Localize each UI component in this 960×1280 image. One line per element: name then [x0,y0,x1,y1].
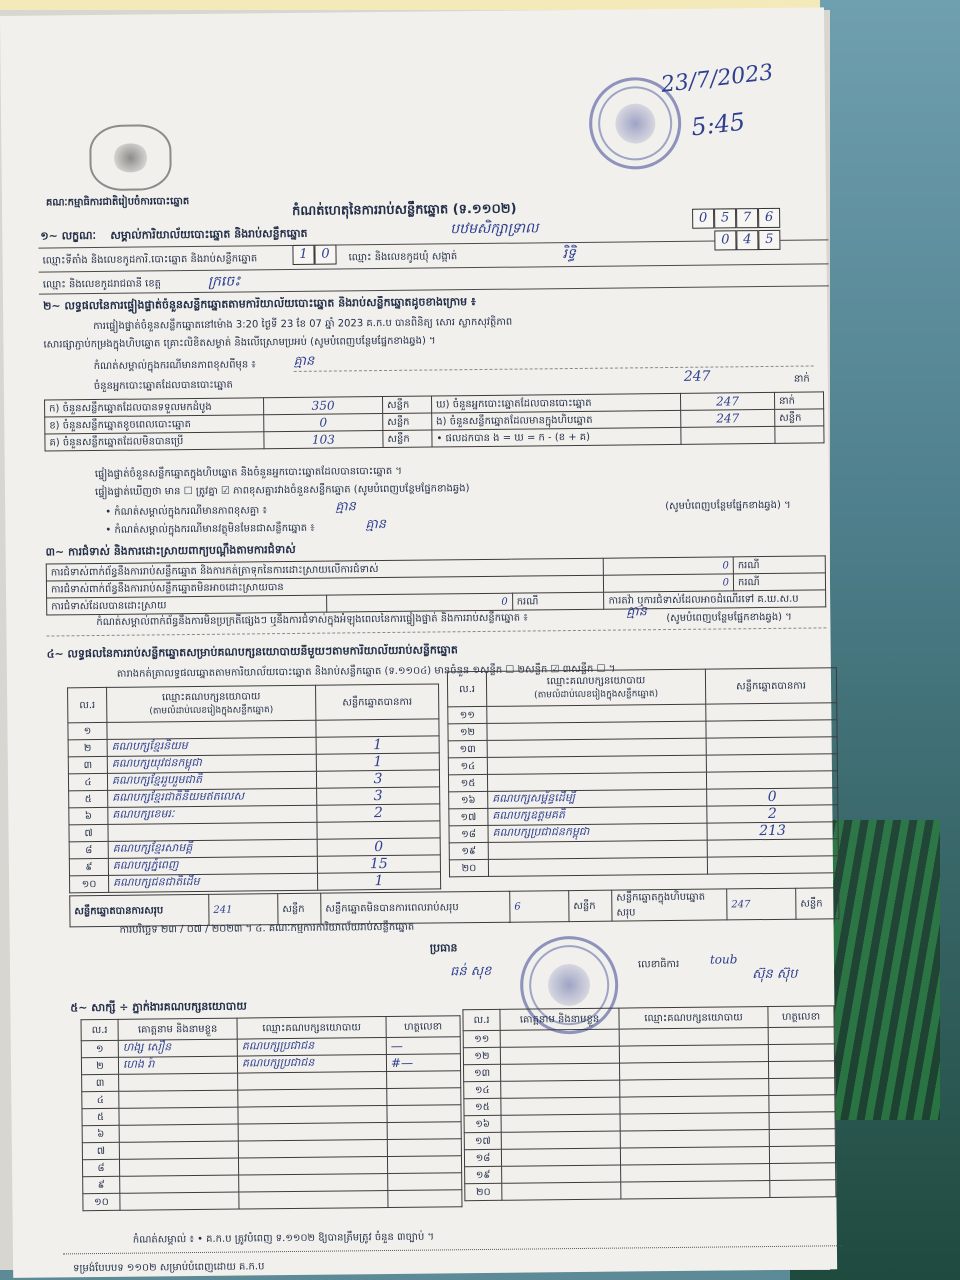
section3-remark-label: កំណត់សម្គាល់ពាក់ព័ន្ធនឹងការមិនប្រក្រតីផ្សេងៗ ឬនឹងការជំទាស់ក្នុងអំឡុងពេលនៃការផ្ទៀងផ្ទាត់ និងការរាប់សន្លឹកឆ្នោត ៖ [96,612,528,629]
party-name: គណបក្សសម្ព័ន្ធដើម្បី [488,789,707,808]
witness-name [501,1131,620,1149]
col-no: ល.រ [68,687,107,722]
row-number: ៣ [68,756,107,773]
col-party-sub: (តាមលំដាប់លេខរៀងក្នុងសន្លឹកឆ្នោត) [534,689,659,701]
witness-name [119,1090,238,1108]
chair-name: ធន់ សុខ [449,963,492,980]
party-votes [706,720,837,738]
witness-party [238,1089,387,1108]
objection-resolved-label: ការជំទាស់ដែលបានដោះស្រាយ [47,595,327,615]
party-name [488,857,707,876]
witness-name: ហេង រ៉ា [118,1056,237,1074]
witness-name [119,1107,238,1125]
unit: សន្លឹក [569,890,612,921]
ballot-count-unit: សន្លឹក [775,409,824,427]
row-number: ៣ [82,1074,119,1091]
total-invalid-label: សន្លឹកឆ្នោតមិនបានការពេលរាប់សរុប [321,891,510,924]
ballot-count-unit [775,426,824,444]
party-votes: 2 [317,804,440,822]
row-number: ១ [68,722,107,739]
row-number: ១៣ [464,1064,501,1081]
col-votes: សន្លឹកឆ្នោតបានការ [316,684,439,720]
bullet1-value: គ្មាន [335,499,356,515]
witness-signature: — [386,1037,460,1055]
section1-label: ១~ លក្ខណៈ [40,229,96,243]
party-votes: 2 [707,805,838,823]
party-votes [707,856,838,874]
closing-line: ការបរិច្ឆេទ ២៣ / ០៧ / ២០២៣ ។ ៤. គណៈកម្មការការិយាល័យរាប់សន្លឹកឆ្នោត [119,921,415,936]
footer-note: កំណត់សម្គាល់ ៖ • គ.ក.ប ត្រូវបំពេញ ទ.១១០២ ឱ្យបានត្រឹមត្រូវ ចំនួន ៣ច្បាប់ ។ [132,1231,435,1246]
party-name [107,720,316,739]
row-number: ១២ [463,1047,500,1064]
row-number: ៨ [82,1159,119,1176]
row-number: ៧ [82,1142,119,1159]
witness-name [119,1158,238,1176]
col-no: ល.រ [463,1009,500,1030]
witness-signature [770,1163,836,1181]
witness-name [119,1124,238,1142]
total-box-label: សន្លឹកឆ្នោតក្នុងហិបឆ្នោតសរុប [612,889,727,921]
bullet2-label: • កំណត់សម្គាល់ក្នុងករណីមានវត្ថុមិនមែនជាសន្លឹកឆ្នោត ៖ [105,522,315,536]
row-number: ១០ [70,875,109,892]
section2-time-line: ការផ្ទៀងផ្ទាត់ចំនួនសន្លឹកឆ្នោតនៅម៉ោង 3:20 ថ្ងៃទី 23 ខែ 07 ឆ្នាំ 2023 គ.ក.ប បានពិនិត្យ សោរ ស្លាកសុវត្ថិភាព [93,316,513,333]
witness-signature [387,1139,461,1157]
row2-code-b [714,230,780,251]
witness-signature [770,1180,836,1198]
voters-unit: នាក់ [793,373,810,385]
unit: សន្លឹក [796,888,839,919]
witness-party: គណបក្សប្រជាជន [237,1055,386,1074]
results-table-left [67,683,441,893]
col-no: ល.រ [447,671,486,706]
ballot-count-table [44,391,825,451]
row-number: ១៥ [464,1098,501,1115]
witness-signature [769,1078,835,1096]
ballot-count-value: 247 [680,392,774,410]
row-number: ១១ [448,706,487,723]
row-number: ៥ [69,790,108,807]
witness-table-right [462,1005,836,1201]
row2-code-a [292,244,336,264]
col-party-title: ឈ្មោះគណបក្សនយោបាយ [161,691,261,704]
party-votes [706,754,837,772]
row-number: ១២ [448,723,487,740]
code-digit: 1 [292,245,314,265]
row-number: ៦ [69,807,108,824]
witness-party [620,1096,769,1115]
witness-party [620,1147,769,1166]
row-number: ១៦ [449,791,488,808]
witness-table-left [81,1015,463,1211]
station-name: បឋមសិក្សាទ្រាល [450,220,539,238]
party-votes: 1 [316,753,439,771]
code-digit: 0 [692,209,714,229]
witness-party [238,1123,387,1142]
witness-signature [388,1190,462,1208]
row-number: ១៨ [464,1149,501,1166]
ballot-count-value: 247 [681,409,775,427]
party-votes [706,703,837,721]
party-votes: 15 [317,855,440,873]
witness-party [238,1157,387,1176]
section5-label: ៥~ សាក្សី ÷ ភ្នាក់ងារគណបក្សនយោបាយ [70,999,247,1015]
ballot-count-unit: សន្លឹក [383,396,432,414]
witness-signature [768,1027,834,1045]
party-votes: 1 [317,872,440,890]
election-form-page [0,7,837,1278]
party-result-row [449,856,838,877]
party-votes: 3 [317,787,440,805]
witness-name [501,1063,620,1081]
witness-row [465,1180,836,1201]
row-number: ៩ [69,858,108,875]
code-digit: 5 [758,230,780,250]
witness-signature [768,1061,834,1079]
row-number: ៩ [83,1176,120,1193]
results-table-right [447,667,839,877]
ballot-count-label: ក) ចំនួនសន្លឹកឆ្នោតដែលបានទទួលមកដំបូង [45,398,264,417]
witness-signature: #— [386,1054,460,1072]
party-votes [706,737,837,755]
party-name: គណបក្សខ្មែររួបរួមជាតិ [107,771,316,790]
row-number: ១៧ [464,1132,501,1149]
party-name: គណបក្សភ្នំពេញ [108,856,317,875]
section3-remark-value: គ្មាន [626,604,647,620]
code-digit: 4 [736,230,758,250]
section4-sub-line: តារាងកត់ត្រាលទ្ធផលឆ្នោតតាមការិយាល័យបោះឆ្នោត និងរាប់សន្លឹកឆ្នោត (ទ.១១០៤) មានចំនួន ១សន្លឹក ☐ ២សន្លឹក ☑ ៣សន្លឹក ☐ ។ [116,663,616,680]
row-number: ៤ [82,1091,119,1108]
witness-name [501,1097,620,1115]
witness-name [500,1029,619,1047]
total-invalid-value: 6 [510,891,569,923]
party-votes: 0 [707,788,838,806]
section2-check-line: ផ្ទៀងផ្ទាត់ចំនួនសន្លឹកឆ្នោតក្នុងហិបឆ្នោត និងចំនួនអ្នកបោះឆ្នោតដែលបានបោះឆ្នោត ។ [94,465,403,481]
col-party-sub: (តាមលំដាប់លេខរៀងក្នុងសន្លឹកឆ្នោត) [149,705,274,717]
section2-remark-label: កំណត់សម្គាល់ក្នុងករណីមានភាពខុសពីមុន ៖ [93,359,256,373]
col-votes: សន្លឹកឆ្នោតបានការ [705,668,836,704]
objection-unit: ករណី [733,556,825,574]
witness-party [238,1140,387,1159]
ballot-count-unit: នាក់ [774,392,823,410]
committee-name: គណៈកម្មាធិការជាតិរៀបចំការបោះឆ្នោត [45,196,190,209]
ballot-count-value [681,426,775,444]
fill-note: (សូមបំពេញបន្ថែមផ្នែកខាងឆ្វង) ។ [665,499,791,513]
section2-match-line: ផ្ទៀងផ្ទាត់ឃើញថា មាន ☐ ត្រូវគ្នា ☑ ភាពខុសគ្នារវាងចំនួនសន្លឹកឆ្នោត (សូមបំពេញបន្ថែមផ្នែកខាងឆ្វង) [94,483,470,499]
witness-name [119,1073,238,1091]
chair-label: ប្រធាន [429,941,458,955]
objection-forward-label: ការតវ៉ា ឬការជំទាស់ដែលអាចដំណើរទៅ គ.ឃ.ស.ប [604,590,826,609]
witness-signature [387,1156,461,1174]
witness-name [120,1175,239,1193]
witness-name [119,1141,238,1159]
party-votes: 3 [316,770,439,788]
section4-label: ៤~ លទ្ធផលនៃការរាប់សន្លឹកឆ្នោតសម្រាប់គណបក្សនយោបាយនីមួយៗតាមការិយាល័យរាប់សន្លឹកឆ្នោត [46,643,458,661]
row-number: ១៩ [465,1166,502,1183]
row-number: ១៩ [449,842,488,859]
party-name: គណបក្សខ្មែរសាមគ្គី [108,839,317,858]
party-name: គណបក្សខ្មែរនិយម [107,737,316,756]
ballot-count-value: 350 [264,397,383,415]
party-votes [706,771,837,789]
row-number: ១ [81,1040,118,1057]
row-number: ១៧ [449,808,488,825]
witness-party [619,1028,768,1047]
secretary-name: ស៊ុន ស៊ុប [752,966,798,983]
bullet1-label: • កំណត់សម្គាល់ក្នុងករណីមានភាពខុសគ្នា ៖ [105,505,267,518]
ballot-count-label: ខ) ចំនួនសន្លឹកឆ្នោតខូចពេលបោះឆ្នោត [45,415,264,434]
ballot-count-unit: សន្លឹក [383,430,432,448]
row-number: ៤ [68,773,107,790]
section3-label: ៣~ ការជំទាស់ និងការដោះស្រាយពាក្យបណ្តឹងតាមការជំទាស់ [45,542,296,559]
row-number: ២០ [465,1183,502,1200]
objection-value: 0 [604,574,734,592]
row-number: ១៥ [448,774,487,791]
party-name: គណបក្សខេមរៈ [108,805,317,824]
witness-party [239,1174,388,1193]
objection-unit: ករណី [733,573,825,591]
witness-name: ហង្ស សឿន [118,1039,237,1057]
voters-value: 247 [683,368,711,385]
nec-logo [89,124,172,191]
witness-name [501,1148,620,1166]
party-votes [316,719,439,737]
objection-resolved-unit: ករណី [512,592,604,610]
witness-name [501,1114,620,1132]
ballot-count-value: 103 [264,431,383,449]
witness-signature [388,1173,462,1191]
section2-label: ២~ លទ្ធផលនៃការផ្ទៀងផ្ទាត់ចំនួនសន្លឹកឆ្នោតតាមការិយាល័យបោះឆ្នោត និងរាប់សន្លឹកឆ្នោតដូចខាងក្រោម ៖ [42,295,476,313]
witness-signature [387,1071,461,1089]
witness-signature [387,1105,461,1123]
objection-resolved-value: 0 [326,593,512,612]
row-number: ១៦ [464,1115,501,1132]
ballot-count-label: ង) ចំនួនសន្លឹកឆ្នោតដែលមានក្នុងហិបឆ្នោត [432,410,681,430]
party-name: គណបក្សយុវជនកម្ពុជា [107,754,316,773]
col-no: ល.រ [81,1019,118,1040]
code-digit: 7 [736,208,758,228]
section2-remark-value: គ្មាន [293,353,315,369]
ballot-count-label: ឃ) ចំនួនអ្នកបោះឆ្នោតដែលបានបោះឆ្នោត [432,393,681,413]
bullet2-value: គ្មាន [365,516,387,533]
party-result-row [70,872,441,893]
witness-party [621,1181,770,1200]
party-name: គណបក្សប្រជាជនកម្ពុជា [488,823,707,842]
party-votes: 1 [316,736,439,754]
stamp-date: 23/7/2023 [659,60,775,98]
row-number: ១០ [83,1193,120,1210]
code-digit: 0 [714,230,736,250]
row-number: ២០ [449,859,488,876]
code-digit: 6 [758,208,780,228]
station-code-boxes [692,208,780,229]
form-code: ទម្រង់បែបបទ ១១០២ សម្រាប់បំពេញដោយ គ.ក.ប [73,1261,265,1275]
witness-name [502,1182,621,1200]
witness-party: គណបក្សប្រជាជន [237,1038,386,1057]
row-number: ១៨ [449,825,488,842]
party-name: គណបក្សខ្មែរជាតិនិយមឥតលេស [108,788,317,807]
row3-label: ឈ្មោះ និងលេខកូដរាជធានី ខេត្ត [42,278,162,291]
witness-signature [769,1129,835,1147]
commune-label: ឈ្មោះ និងលេខកូដឃុំ សង្កាត់ [348,251,458,264]
row-number: ៥ [82,1108,119,1125]
party-votes: 213 [707,822,838,840]
unit: សន្លឹក [278,893,321,924]
col-name: គោត្តនាម និងនាមខ្លួន [500,1008,619,1030]
witness-signature [769,1146,835,1164]
col-signature: ហត្ថលេខា [386,1016,460,1038]
stamp-time: 5:45 [689,107,747,142]
witness-party [619,1062,768,1081]
commune-name: រិទ្ធិ [562,245,576,263]
col-name: គោត្តនាម និងនាមខ្លួន [118,1018,237,1040]
row-number: ៨ [69,841,108,858]
party-votes [707,839,838,857]
party-name [108,822,317,841]
row-number: ៦ [82,1125,119,1142]
row-number: ១៣ [448,740,487,757]
witness-name [502,1165,621,1183]
witness-name [500,1046,619,1064]
witness-name [120,1192,239,1210]
total-box-value: 247 [727,888,796,920]
col-party [486,669,705,706]
section2-note-line: សោរផ្សាភ្ជាប់កម្រងក្នុងហិបឆ្នោត គ្រោះលិខិតសម្ងាត់ និងលើស្រោមប្រអប់ (សូមបំពេញបន្ថែមផ្នែកខាងឆ្វង) ។ [43,335,436,351]
station-label: សម្គាល់ការិយាល័យបោះឆ្នោត និងរាប់សន្លឹកឆ្នោត [110,226,308,242]
secretary-label: លេខាធិការ [637,958,680,971]
ballot-count-unit: សន្លឹក [383,413,432,431]
witness-row [83,1190,462,1211]
row-number: ២ [81,1057,118,1074]
witness-signature [769,1095,835,1113]
objection-value: 0 [604,557,734,575]
code-digit: 0 [314,244,336,264]
secretary-signature: toub [709,952,738,967]
col-signature: ហត្ថលេខា [768,1006,834,1028]
party-name: គណបក្សឧត្តមគតិ [488,806,707,825]
witness-signature [768,1044,834,1062]
witness-party [238,1106,387,1125]
objection-label: ការជំទាស់ពាក់ព័ន្ធនឹងការរាប់សន្លឹកឆ្នោត និងការកត់ត្រាទុកនៃការដោះស្រាយលើការជំទាស់ [46,558,604,581]
witness-party [619,1045,768,1064]
party-name: គណបក្សជនជាតិដើម [109,873,318,892]
witness-party [239,1191,388,1210]
witness-party [620,1079,769,1098]
row-number: ២ [68,739,107,756]
witness-name [501,1080,620,1098]
objection-label: ការជំទាស់ពាក់ព័ន្ធនឹងការរាប់សន្លឹកឆ្នោតមិនអាចដោះស្រាយបាន [46,575,604,598]
ballot-count-label: • ផលដកបាន ង = ឃ = ក - (ខ + គ) [432,427,681,447]
voters-label: ចំនួនអ្នកបោះឆ្នោតដែលបានបោះឆ្នោត [93,379,233,393]
witness-signature [769,1112,835,1130]
province-name: ក្រចេះ [207,273,241,290]
party-votes: 0 [317,838,440,856]
row2-label: ឈ្មោះទីតាំង និងលេខកូដការិ.បោះឆ្នោត និងរាប់សន្លឹកឆ្នោត [42,253,258,267]
witness-signature [387,1088,461,1106]
witness-party [620,1113,769,1132]
row-number: ១៤ [448,757,487,774]
section3-fill-note: (សូមបំពេញបន្ថែមផ្នែកខាងឆ្វង) ។ [666,611,792,625]
party-votes [317,821,440,839]
witness-party [238,1072,387,1091]
row-number: ៧ [69,824,108,841]
total-valid-label: សន្លឹកឆ្នោតបានការសរុប [70,894,209,926]
form-title: កំណត់ហេតុនៃការរាប់សន្លឹកឆ្នោត (ទ.១១០២) [291,201,517,219]
ballot-count-value: 0 [264,414,383,432]
row-number: ១១ [463,1030,500,1047]
witness-party [620,1130,769,1149]
col-party: ឈ្មោះគណបក្សនយោបាយ [237,1017,386,1040]
objection-table [46,555,827,615]
ballot-count-label: គ) ចំនួនសន្លឹកឆ្នោតដែលមិនបានប្រើ [45,432,264,451]
witness-signature [387,1122,461,1140]
col-party: ឈ្មោះគណបក្សនយោបាយ [619,1007,768,1030]
total-valid-value: 241 [209,894,278,926]
col-party-title: ឈ្មោះគណបក្សនយោបាយ [546,675,646,688]
row-number: ១៤ [464,1081,501,1098]
witness-party [621,1164,770,1183]
code-digit: 5 [714,208,736,228]
col-party [107,685,316,722]
